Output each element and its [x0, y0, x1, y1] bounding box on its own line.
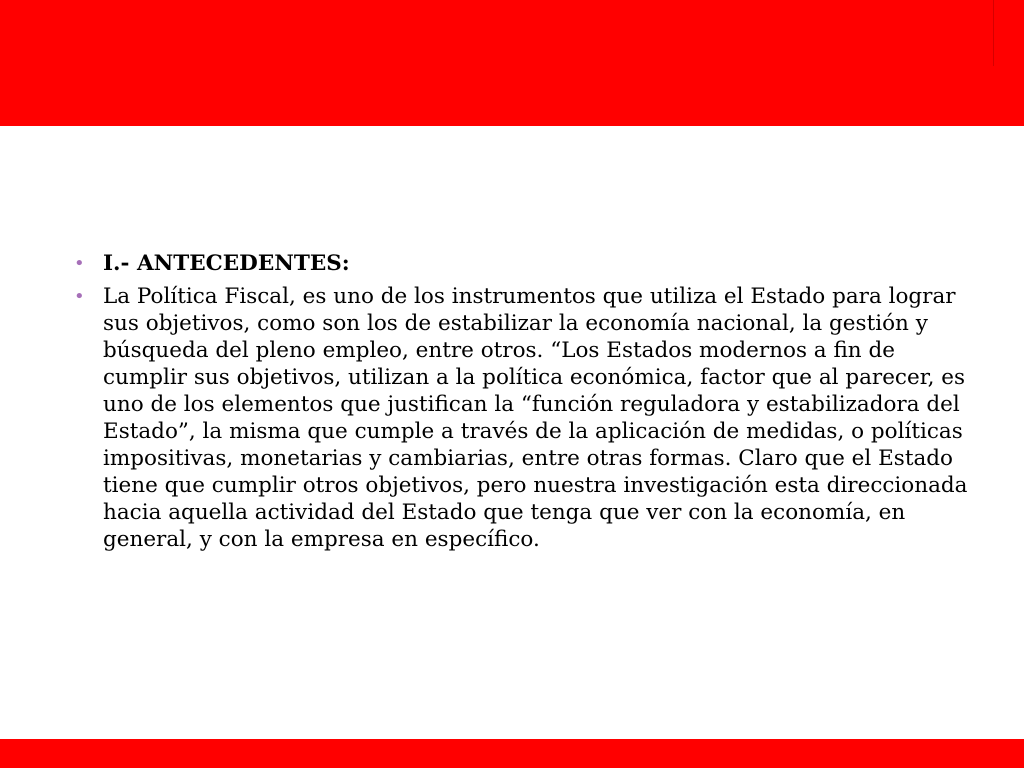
- bottom-red-band: [0, 739, 1024, 768]
- bullet-list: [74, 250, 974, 553]
- bullet-item-heading: [74, 250, 974, 277]
- band-divider-line: [993, 0, 994, 66]
- top-red-band: [0, 0, 1024, 126]
- bullet-item-paragraph: [74, 283, 974, 553]
- bullet-icon: •: [74, 286, 85, 307]
- section-heading: I.- ANTECEDENTES:: [103, 251, 350, 276]
- body-paragraph: La Política Fiscal, es uno de los instrumentos que utiliza el Estado para lograr sus objetivos, como son los de estabilizar la economía nacional, la gestión y búsqueda del pleno empleo, entre otros. “Los Estados modernos a fin de cumplir sus objetivos, utilizan a la política económica, factor que al parecer, es uno de los elementos que justifican la “función reguladora y estabilizadora del Estado”, la misma que cumple a través de la aplicación de medidas, o políticas impositivas, monetarias y cambiarias, entre otras formas. Claro que el Estado tiene que cumplir otros objetivos, pero nuestra investigación esta direccionada hacia aquella actividad del Estado que tenga que ver con la economía, en general, y con la empresa en específico.: [103, 284, 968, 552]
- slide-body: [74, 250, 974, 559]
- bullet-icon: •: [74, 253, 85, 274]
